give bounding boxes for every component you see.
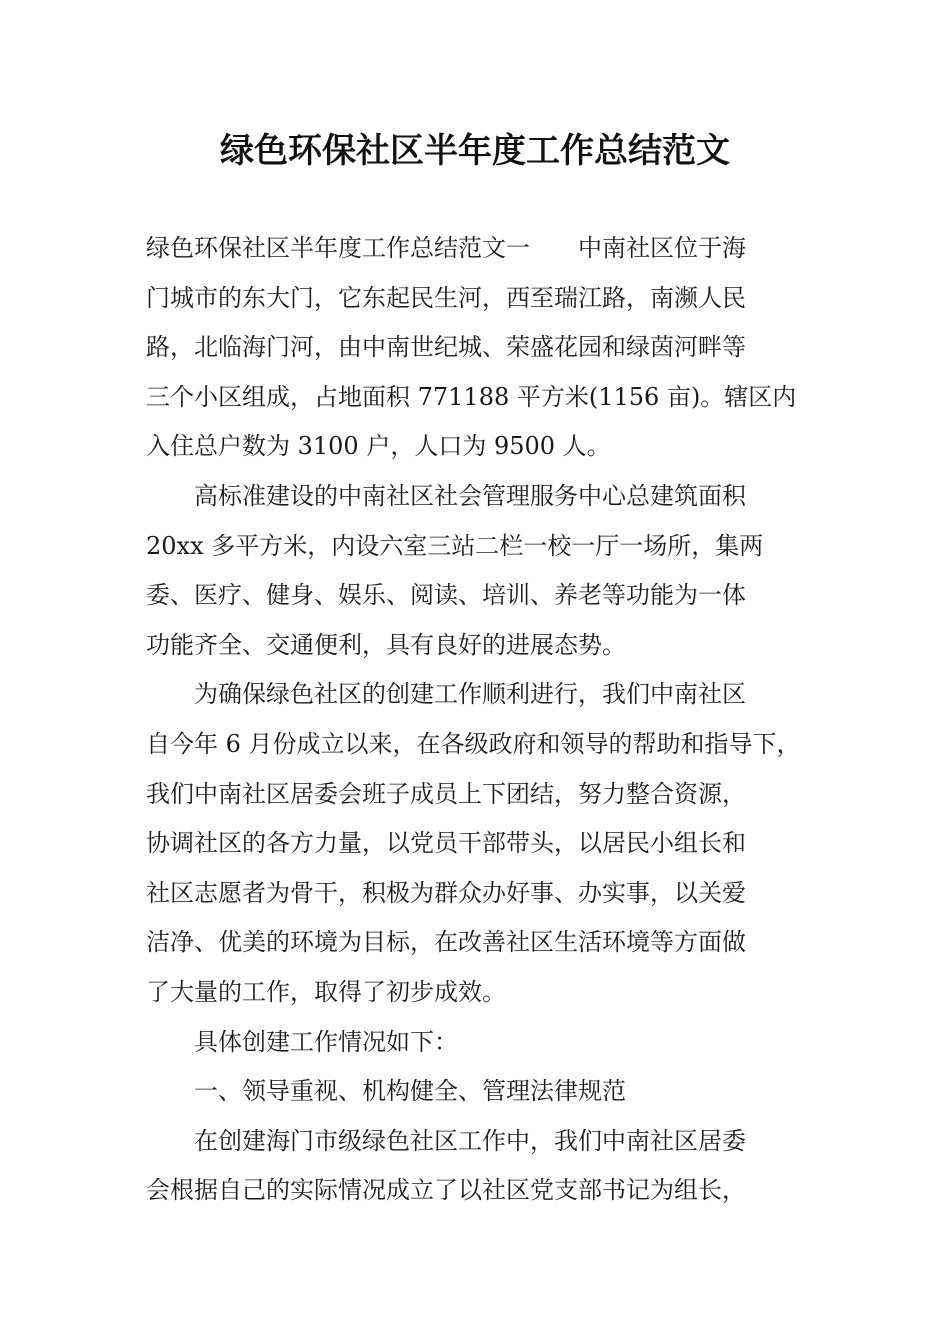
text-line-11: 自今年 6 月份成立以来，在各级政府和领导的帮助和指导下， (146, 729, 801, 758)
text-line-15: 洁净、优美的环境为目标，在改善社区生活环境等方面做 (146, 928, 746, 957)
text-line-14: 社区志愿者为骨干，积极为群众办好事、办实事，以关爱 (146, 878, 746, 907)
text-line-1: 绿色环保社区半年度工作总结范文一 中南社区位于海 (146, 234, 746, 262)
document-body (146, 224, 810, 1216)
text-line-9: 功能齐全、交通便利，具有良好的进展态势。 (146, 630, 626, 659)
text-line-19: 在创建海门市级绿色社区工作中，我们中南社区居委 (146, 1126, 746, 1155)
text-line-3: 路，北临海门河，由中南世纪城、荣盛花园和绿茵河畔等 (146, 333, 746, 362)
text-line-12: 我们中南社区居委会班子成员上下团结，努力整合资源， (146, 779, 746, 808)
text-line-7: 20xx 多平方米，内设六室三站二栏一校一厅一场所，集两 (146, 531, 764, 560)
text-line-2: 门城市的东大门，它东起民生河，西至瑞江路，南濒人民 (146, 283, 746, 312)
text-line-17: 具体创建工作情况如下： (146, 1027, 458, 1056)
text-line-18: 一、领导重视、机构健全、管理法律规范 (146, 1077, 626, 1106)
text-line-4: 三个小区组成，占地面积 771188 平方米(1156 亩)。辖区内 (146, 382, 797, 411)
text-line-13: 协调社区的各方力量，以党员干部带头，以居民小组长和 (146, 829, 746, 858)
document-title: 绿色环保社区半年度工作总结范文 (220, 131, 730, 171)
text-line-20: 会根据自己的实际情况成立了以社区党支部书记为组长， (146, 1176, 746, 1205)
text-line-10: 为确保绿色社区的创建工作顺利进行，我们中南社区 (146, 680, 746, 709)
text-line-16: 了大量的工作，取得了初步成效。 (146, 977, 506, 1006)
text-line-6: 高标准建设的中南社区社会管理服务中心总建筑面积 (146, 481, 746, 510)
text-line-5: 入住总户数为 3100 户，人口为 9500 人。 (146, 432, 611, 461)
text-line-8: 委、医疗、健身、娱乐、阅读、培训、养老等功能为一体 (146, 581, 746, 610)
